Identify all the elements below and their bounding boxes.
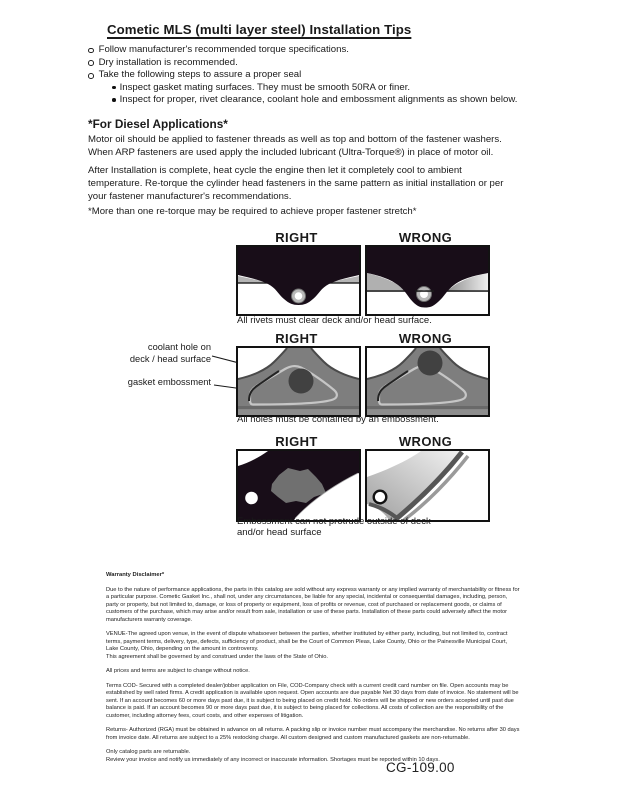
gasket-embossment-annotation: gasket embossment bbox=[127, 377, 211, 387]
filled-bullet-icon bbox=[112, 98, 116, 102]
coolant-hole-annotation: coolant hole on deck / head surface bbox=[129, 342, 211, 364]
embossment-wrong-diagram bbox=[365, 449, 490, 522]
tip-text: Take the following steps to assure a proper seal bbox=[98, 69, 302, 81]
embossment-caption: Embossment can not protrude outside of deck and/or head surface bbox=[237, 516, 431, 538]
open-bullet-icon bbox=[88, 48, 94, 54]
list-item bbox=[112, 94, 528, 107]
holes-right-label: RIGHT bbox=[275, 331, 318, 346]
page-title: Cometic MLS (multi layer steel) Installation Tips bbox=[107, 22, 412, 37]
rivets-caption: All rivets must clear deck and/or head surface. bbox=[237, 315, 432, 326]
embossment-right-diagram bbox=[236, 449, 361, 522]
page-code: CG-109.00 bbox=[386, 760, 455, 775]
installation-tips-list bbox=[88, 44, 528, 107]
diesel-paragraph-2: After Installation is complete, heat cycle the engine then let it completely cool to ambient temperature. Re-torque the cylinder head fasteners in the same pattern as initial installation or per your fastener manufacturer's recommendations. bbox=[88, 165, 504, 202]
rivets-wrong-label: WRONG bbox=[398, 230, 453, 245]
list-item bbox=[88, 57, 528, 70]
tip-text: Inspect for proper, rivet clearance, coolant hole and embossment alignments as shown below. bbox=[119, 94, 518, 106]
rivet-right-diagram bbox=[236, 245, 361, 316]
tip-text: Dry installation is recommended. bbox=[98, 56, 238, 68]
list-item bbox=[112, 82, 528, 95]
legal-paragraph: Review your invoice and notify us immediately of any incorrect or inaccurate information. Shortages must be reported within 10 days. bbox=[106, 756, 440, 763]
legal-paragraph: All prices and terms are subject to change without notice. bbox=[106, 668, 250, 674]
rivets-right-label: RIGHT bbox=[275, 230, 318, 245]
embossment-wrong-label: WRONG bbox=[398, 434, 453, 449]
list-item bbox=[88, 44, 528, 57]
legal-paragraph: Terms COD- Secured with a completed dealer/jobber application on File, COD-Company check with a current credit card number on file. Open accounts may be established by well rated firms. A credit application is available upon request. Open accounts are due payable Net 30 days from date of invoice. No statement will be sent. If an account becomes 60 or more days past due, it is subject to being placed on credit hold. No orders will be shipped or new orders accepted until past due balance is paid. If an account becomes 90 or more days past due, it is subject to being placed for collections. All costs of collection are the responsibility of the customer, including attorney fees, court costs, and other expenses of litigation. bbox=[106, 682, 519, 719]
tip-text: Inspect gasket mating surfaces. They must be smooth 50RA or finer. bbox=[119, 81, 411, 93]
warranty-heading: Warranty Disclaimer* bbox=[106, 572, 165, 578]
retorque-note: *More than one re-torque may be required to achieve proper fastener stretch* bbox=[88, 206, 417, 217]
holes-caption: All holes must be contained by an embossment. bbox=[237, 414, 439, 425]
rivet-wrong-diagram bbox=[365, 245, 490, 316]
holes-wrong-diagram bbox=[365, 346, 490, 417]
diesel-paragraph-1: Motor oil should be applied to fastener threads as well as top and bottom of the fastener washers. When ARP fasteners are used apply the included lubricant (Ultra-Torque®) in place of motor oil. bbox=[88, 134, 502, 158]
list-item bbox=[88, 69, 528, 82]
diesel-heading: *For Diesel Applications* bbox=[88, 117, 228, 131]
embossment-right-label: RIGHT bbox=[275, 434, 318, 449]
legal-paragraph: Returns- Authorized (RGA) must be obtained in advance on all returns. A packing slip or invoice number must accompany the merchandise. No returns after 30 days from invoice date. All returns are subject to a 25% restocking charge. All custom designed and custom manufactured gaskets are non-returnable. bbox=[106, 727, 520, 741]
legal-paragraph: VENUE-The agreed upon venue, in the event of dispute whatsoever between the parties, whether instituted by either party, including, but not limited to, contract terms, payment terms, delivery, type, defects, sufficiency of product, shall be the Court of Common Pleas, Lake County, Ohio or the Painesville Municipal Court, Lake County, Ohio, depending on the amount in controversy. bbox=[106, 631, 508, 652]
legal-paragraph: Only catalog parts are returnable. bbox=[106, 749, 191, 755]
holes-wrong-label: WRONG bbox=[398, 331, 453, 346]
tip-text: Follow manufacturer's recommended torque specifications. bbox=[98, 44, 349, 55]
open-bullet-icon bbox=[88, 73, 94, 79]
warranty-disclaimer-block bbox=[106, 572, 520, 764]
open-bullet-icon bbox=[88, 60, 94, 66]
filled-bullet-icon bbox=[112, 86, 116, 90]
legal-paragraph: This agreement shall be governed by and construed under the laws of the State of Ohio. bbox=[106, 653, 328, 660]
holes-right-diagram bbox=[236, 346, 361, 417]
legal-paragraph: Due to the nature of performance applications, the parts in this catalog are sold without any express warranty or any implied warranty of merchantability or fitness for a particular purpose. Cometic Gasket Inc., shall not, under any circumstances, be liable for any special, incidental or consequential damages, including, person, party or property, but not limited to, damage, or loss of property or equipment, loss of profits or revenue, cost of purchased or replacement goods, or claims of customers of the purchase, which may arise and/or result from sale, installation or use of these parts. Installation of these parts could adversely affect the motor manufacturers warranty coverage. bbox=[106, 586, 520, 623]
